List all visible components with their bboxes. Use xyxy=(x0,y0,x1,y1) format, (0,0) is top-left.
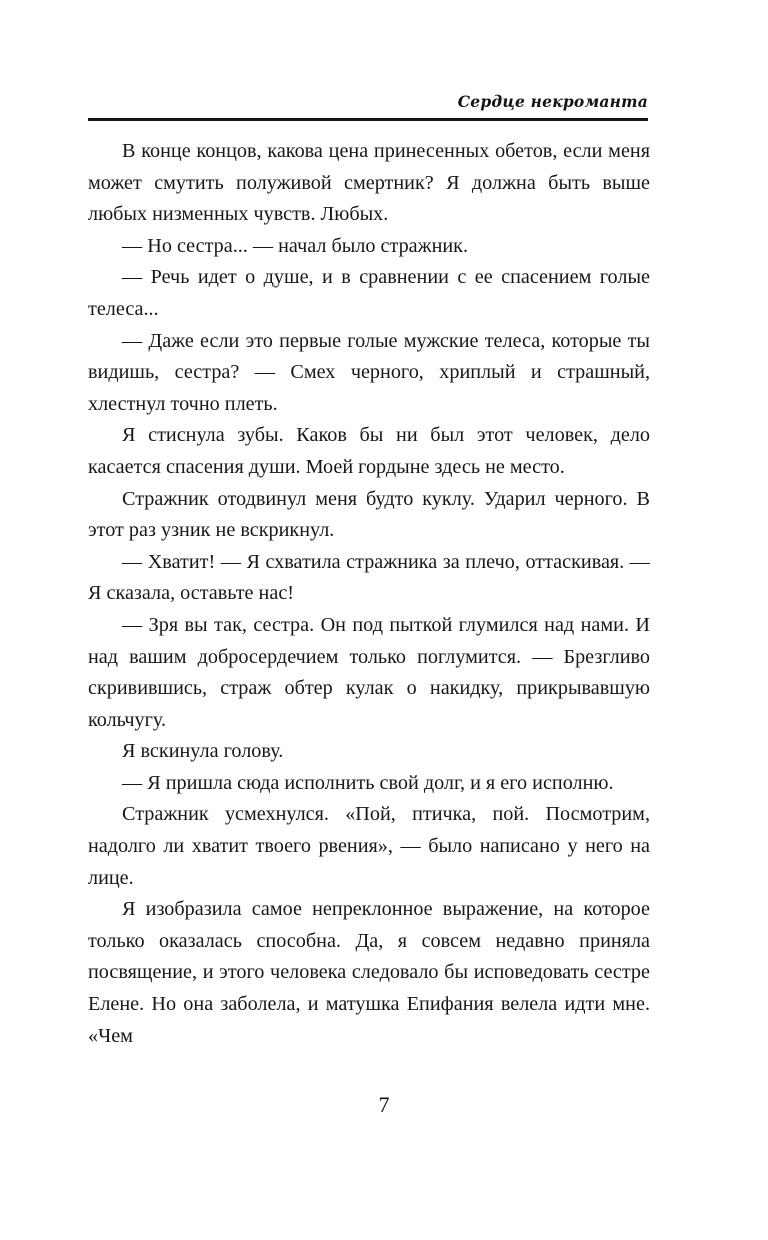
header-divider xyxy=(88,118,648,121)
paragraph: — Хватит! — Я схватила стражника за плечо, оттаскивая. — Я сказала, оставьте нас! xyxy=(88,550,650,605)
paragraph: — Я пришла сюда исполнить свой долг, и я его исполню. xyxy=(122,771,614,794)
paragraph: Стражник усмехнулся. «Пой, птичка, пой. Посмотрим, надолго ли хватит твоего рвения», — было написано у него на лице. xyxy=(88,803,650,889)
paragraph: Я вскинула голову. xyxy=(122,740,284,763)
page-body xyxy=(88,136,650,1052)
paragraph: Я стиснула зубы. Каков бы ни был этот человек, дело касается спасения души. Моей гордыне здесь не место. xyxy=(88,424,650,478)
paragraph: Я изобразила самое непреклонное выражение, на которое только оказалась способна. Да, я совсем недавно приняла посвящение, и этого человека следовало бы исповедовать сестре Елене. Но она заболела, и матушка Епифания велела идти мне. «Чем xyxy=(88,898,650,1047)
running-head: Сердце некроманта xyxy=(457,92,648,111)
page-number: 7 xyxy=(378,1092,390,1117)
paragraph: — Зря вы так, сестра. Он под пыткой глумился над нами. И над вашим добросердечием только поглумится. — Брезгливо скривившись, страж обтер кулак о накидку, прикрывавшую кольчугу. xyxy=(88,613,650,731)
paragraph: — Даже если это первые голые мужские телеса, которые ты видишь, сестра? — Смех черного, хриплый и страшный, хлестнул точно плеть. xyxy=(88,329,650,415)
paragraph: Стражник отодвинул меня будто куклу. Ударил черного. В этот раз узник не вскрикнул. xyxy=(88,487,650,542)
paragraph: — Речь идет о душе, и в сравнении с ее спасением голые телеса... xyxy=(88,266,650,320)
paragraph: В конце концов, какова цена принесенных обетов, если меня может смутить полуживой смертник? Я должна быть выше любых низменных чувств. Любых. xyxy=(88,140,650,226)
paragraph: — Но сестра... — начал было стражник. xyxy=(122,234,469,257)
